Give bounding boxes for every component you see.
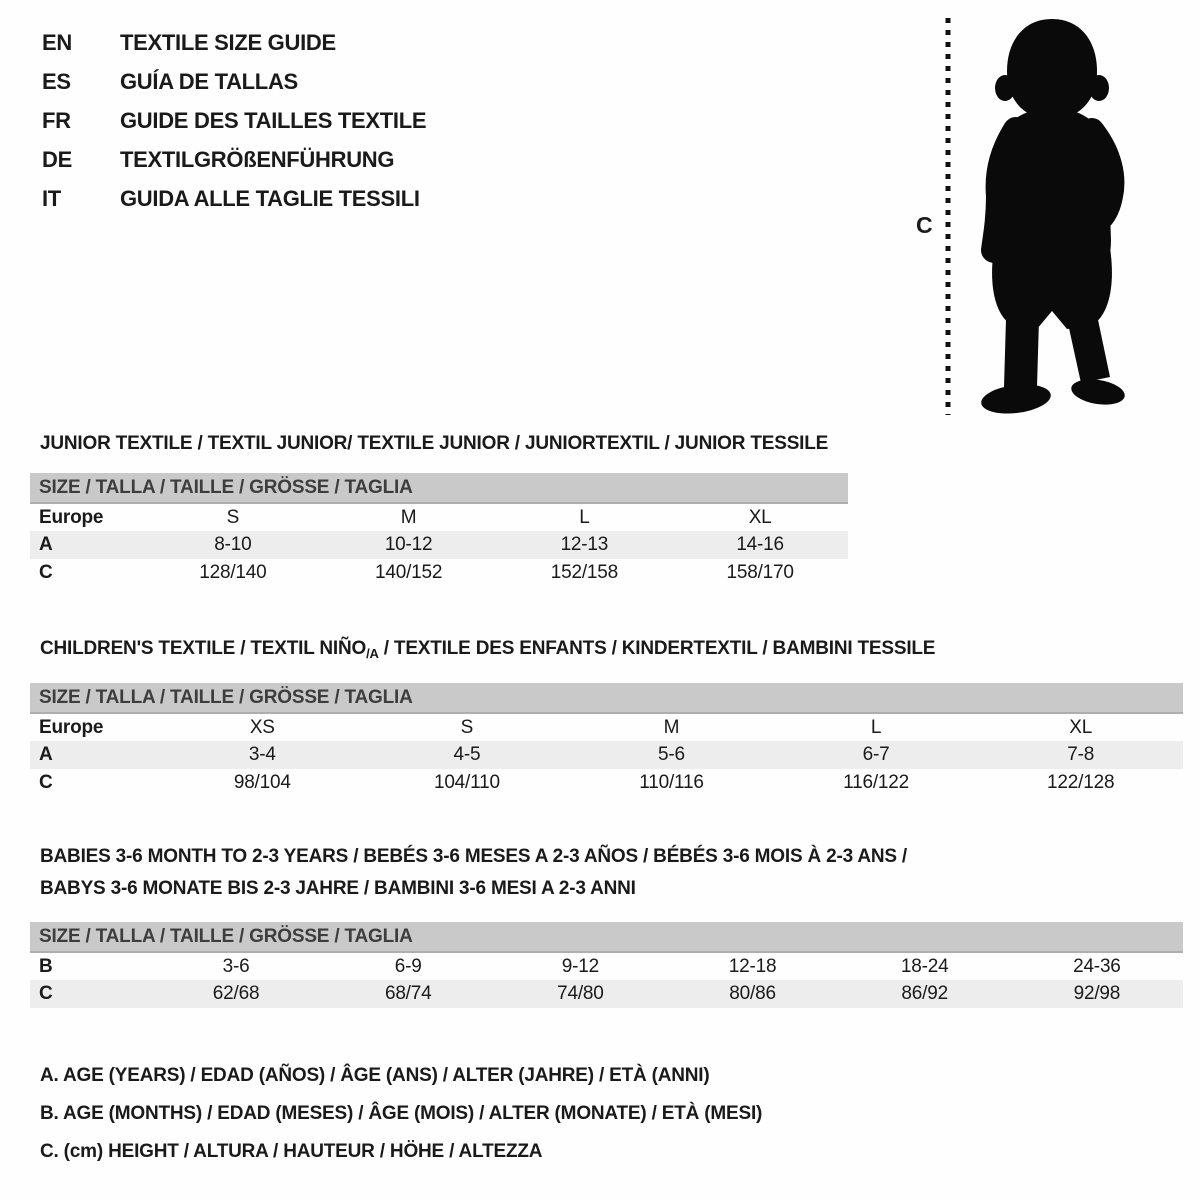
cell-value: 92/98 <box>1011 980 1183 1008</box>
cell-value: 24-36 <box>1073 955 1121 977</box>
cell-value: XL <box>1069 716 1093 738</box>
guide-title: TEXTILE SIZE GUIDE <box>120 30 336 55</box>
size-header: SIZE / TALLA / TAILLE / GRÖSSE / TAGLIA <box>30 683 1183 713</box>
babies-section-title-line1: BABIES 3-6 MONTH TO 2-3 YEARS / BEBÉS 3-6 MESES A 2-3 AÑOS / BÉBÉS 3-6 MOIS À 2-3 ANS / <box>40 846 908 867</box>
language-code: ES <box>42 69 71 94</box>
cell-value: L <box>870 716 882 738</box>
language-row <box>42 69 426 95</box>
guide-title: TEXTILGRÖßENFÜHRUNG <box>120 147 395 172</box>
legend-item-b: B. AGE (MONTHS) / EDAD (MESES) / ÂGE (MOIS) / ALTER (MONATE) / ETÀ (MESI) <box>40 1103 763 1124</box>
row-label: Europe <box>39 506 104 528</box>
size-guide-content <box>30 432 1185 1178</box>
junior-size-table <box>30 473 848 587</box>
legend <box>40 1064 1185 1164</box>
table-row <box>30 713 1183 741</box>
children-title-main: CHILDREN'S TEXTILE / TEXTIL NIÑO <box>40 638 367 659</box>
children-title-subscript: /A <box>366 646 379 661</box>
language-code: EN <box>42 30 72 55</box>
language-code: FR <box>42 108 71 133</box>
cell-value: 12-18 <box>728 955 777 977</box>
language-code: DE <box>42 147 72 172</box>
cell-value: 122/128 <box>1047 772 1115 793</box>
cell-value: S <box>226 506 240 528</box>
size-header: SIZE / TALLA / TAILLE / GRÖSSE / TAGLIA <box>30 473 848 503</box>
cell-value: 3-4 <box>160 741 365 769</box>
table-row <box>30 952 1183 980</box>
language-code: IT <box>42 186 61 211</box>
table-row <box>30 769 1183 797</box>
height-measure-line <box>944 14 952 419</box>
legend-item-c: C. (cm) HEIGHT / ALTURA / HAUTEUR / HÖHE / ALTEZZA <box>40 1141 543 1162</box>
row-label: A <box>30 531 145 559</box>
cell-value: 140/152 <box>374 562 443 583</box>
cell-value: 6-9 <box>394 955 422 977</box>
cell-value: L <box>579 506 590 528</box>
cell-value: 9-12 <box>561 955 599 977</box>
table-row <box>30 980 1183 1008</box>
cell-value: 10-12 <box>321 531 497 559</box>
size-header: SIZE / TALLA / TAILLE / GRÖSSE / TAGLIA <box>30 922 1183 952</box>
cell-value: 5-6 <box>569 741 774 769</box>
cell-value: 12-13 <box>497 531 673 559</box>
language-row <box>42 186 426 212</box>
cell-value: XL <box>748 506 772 528</box>
cell-value: 14-16 <box>672 531 848 559</box>
size-header-row <box>30 473 848 503</box>
cell-value: M <box>400 506 417 528</box>
children-size-table <box>30 683 1183 797</box>
cell-value: S <box>460 716 474 738</box>
cell-value: XS <box>249 716 275 738</box>
table-row <box>30 503 848 531</box>
cell-value: 3-6 <box>222 955 250 977</box>
language-row <box>42 147 426 173</box>
babies-section <box>30 841 1185 1008</box>
guide-title: GUÍA DE TALLAS <box>120 69 298 94</box>
cell-value: 152/158 <box>550 562 619 583</box>
cell-value: 68/74 <box>322 980 494 1008</box>
children-title-rest: / TEXTILE DES ENFANTS / KINDERTEXTIL / BAMBINI TESSILE <box>378 638 936 659</box>
children-section-title <box>40 637 1185 666</box>
babies-section-title-line2: BABYS 3-6 MONATE BIS 2-3 JAHRE / BAMBINI 3-6 MESI A 2-3 ANNI <box>40 878 636 899</box>
cell-value: M <box>663 716 680 738</box>
toddler-silhouette <box>964 16 1139 421</box>
row-label: C <box>39 772 53 793</box>
language-row <box>42 30 426 56</box>
cell-value: 80/86 <box>666 980 838 1008</box>
row-label: A <box>30 741 160 769</box>
row-label: C <box>30 980 150 1008</box>
guide-title: GUIDA ALLE TAGLIE TESSILI <box>120 186 420 211</box>
cell-value: 18-24 <box>900 955 949 977</box>
table-row <box>30 741 1183 769</box>
table-row <box>30 531 848 559</box>
cell-value: 7-8 <box>978 741 1183 769</box>
cell-value: 158/170 <box>726 562 794 583</box>
cell-value: 110/116 <box>639 772 704 793</box>
junior-section <box>30 432 1185 587</box>
cell-value: 4-5 <box>365 741 570 769</box>
children-section <box>30 637 1185 797</box>
cell-value: 98/104 <box>233 772 291 793</box>
babies-size-table <box>30 922 1183 1008</box>
size-header-row <box>30 683 1183 713</box>
height-figure <box>898 14 1188 426</box>
cell-value: 128/140 <box>199 562 267 583</box>
row-label: C <box>39 562 53 583</box>
cell-value: 86/92 <box>839 980 1011 1008</box>
junior-section-title: JUNIOR TEXTILE / TEXTIL JUNIOR/ TEXTILE JUNIOR / JUNIORTEXTIL / JUNIOR TESSILE <box>40 433 829 454</box>
legend-item-a: A. AGE (YEARS) / EDAD (AÑOS) / ÂGE (ANS) / ALTER (JAHRE) / ETÀ (ANNI) <box>40 1065 710 1086</box>
cell-value: 6-7 <box>774 741 979 769</box>
language-title-block <box>42 30 426 225</box>
size-header-row <box>30 922 1183 952</box>
cell-value: 104/110 <box>433 772 500 793</box>
height-measure-label: C <box>916 212 933 238</box>
cell-value: 116/122 <box>843 772 910 793</box>
cell-value: 74/80 <box>494 980 666 1008</box>
cell-value: 8-10 <box>145 531 321 559</box>
row-label: B <box>39 955 53 977</box>
table-row <box>30 559 848 587</box>
guide-title: GUIDE DES TAILLES TEXTILE <box>120 108 427 133</box>
language-row <box>42 108 426 134</box>
row-label: Europe <box>39 716 104 738</box>
cell-value: 62/68 <box>150 980 322 1008</box>
